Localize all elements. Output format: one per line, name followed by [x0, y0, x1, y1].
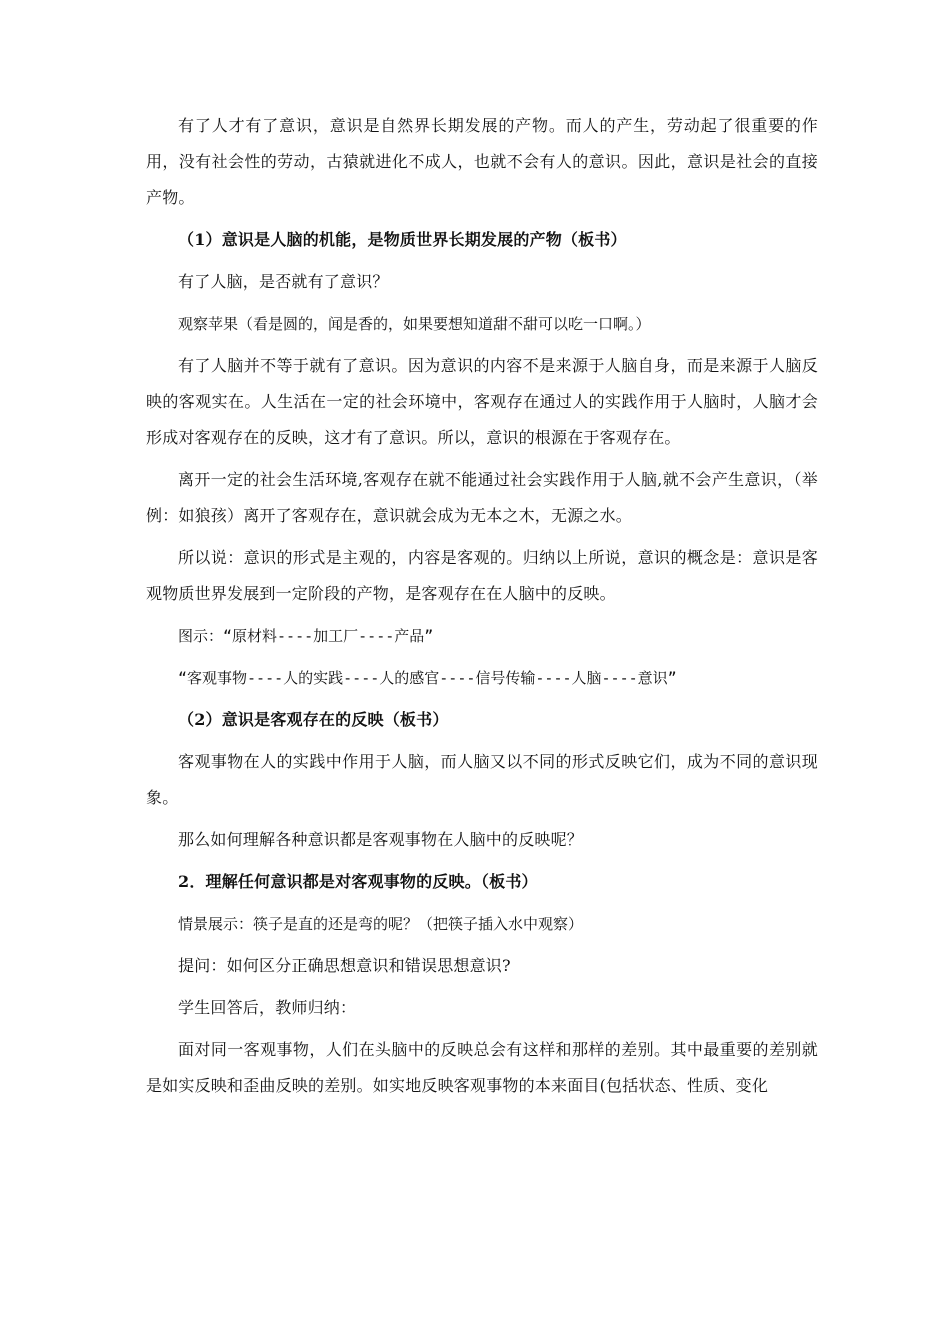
paragraph-10: 提问：如何区分正确思想意识和错误思想意识?: [178, 956, 511, 975]
paragraph-1: 有了人才有了意识，意识是自然界长期发展的产物。而人的产生，劳动起了很重要的作用，没有社会性的劳动，古猿就进化不成人，也就不会有人的意识。因此，意识是社会的直接产物。: [146, 116, 818, 207]
paragraph-5: 离开一定的社会生活环境,客观存在就不能通过社会实践作用于人脑,就不会产生意识，（举例：如狼孩）离开了客观存在，意识就会成为无本之木，无源之水。: [146, 470, 818, 525]
section-heading-1: （1）意识是人脑的机能，是物质世界长期发展的产物（板书）: [178, 230, 627, 249]
paragraph-8: 那么如何理解各种意识都是客观事物在人脑中的反映呢？: [178, 830, 584, 849]
section-heading-2: （2）意识是客观存在的反映（板书）: [178, 710, 449, 729]
paragraph-2: 有了人脑，是否就有了意识？: [178, 272, 389, 291]
paragraph-4: 有了人脑并不等于就有了意识。因为意识的内容不是来源于人脑自身，而是来源于人脑反映的客观实在。人生活在一定的社会环境中，客观存在通过人的实践作用于人脑时，人脑才会形成对客观存在的反映，这才有了意识。所以，意识的根源在于客观存在。: [146, 356, 818, 447]
paragraph-3: 观察苹果（看是圆的，闻是香的，如果要想知道甜不甜可以吃一口啊。）: [178, 315, 651, 333]
document-body: [146, 108, 818, 1110]
paragraph-12: 面对同一客观事物，人们在头脑中的反映总会有这样和那样的差别。其中最重要的差别就是如实反映和歪曲反映的差别。如实地反映客观事物的本来面目(包括状态、性质、变化: [146, 1040, 818, 1095]
paragraph-11: 学生回答后，教师归纳：: [178, 998, 357, 1017]
paragraph-6: 所以说：意识的形式是主观的，内容是客观的。归纳以上所说，意识的概念是：意识是客观物质世界发展到一定阶段的产物，是客观存在在人脑中的反映。: [146, 548, 818, 603]
paragraph-7: 客观事物在人的实践中作用于人脑，而人脑又以不同的形式反映它们，成为不同的意识现象。: [146, 752, 818, 807]
diagram-line-2: “客观事物----人的实践----人的感官----信号传输----人脑----意识”: [178, 669, 677, 687]
paragraph-9: 情景展示：筷子是直的还是弯的呢？（把筷子插入水中观察）: [178, 915, 584, 933]
section-heading-3: 2．理解任何意识都是对客观事物的反映。（板书）: [178, 872, 538, 891]
diagram-line-1: 图示：“原材料----加工厂----产品”: [178, 627, 434, 645]
